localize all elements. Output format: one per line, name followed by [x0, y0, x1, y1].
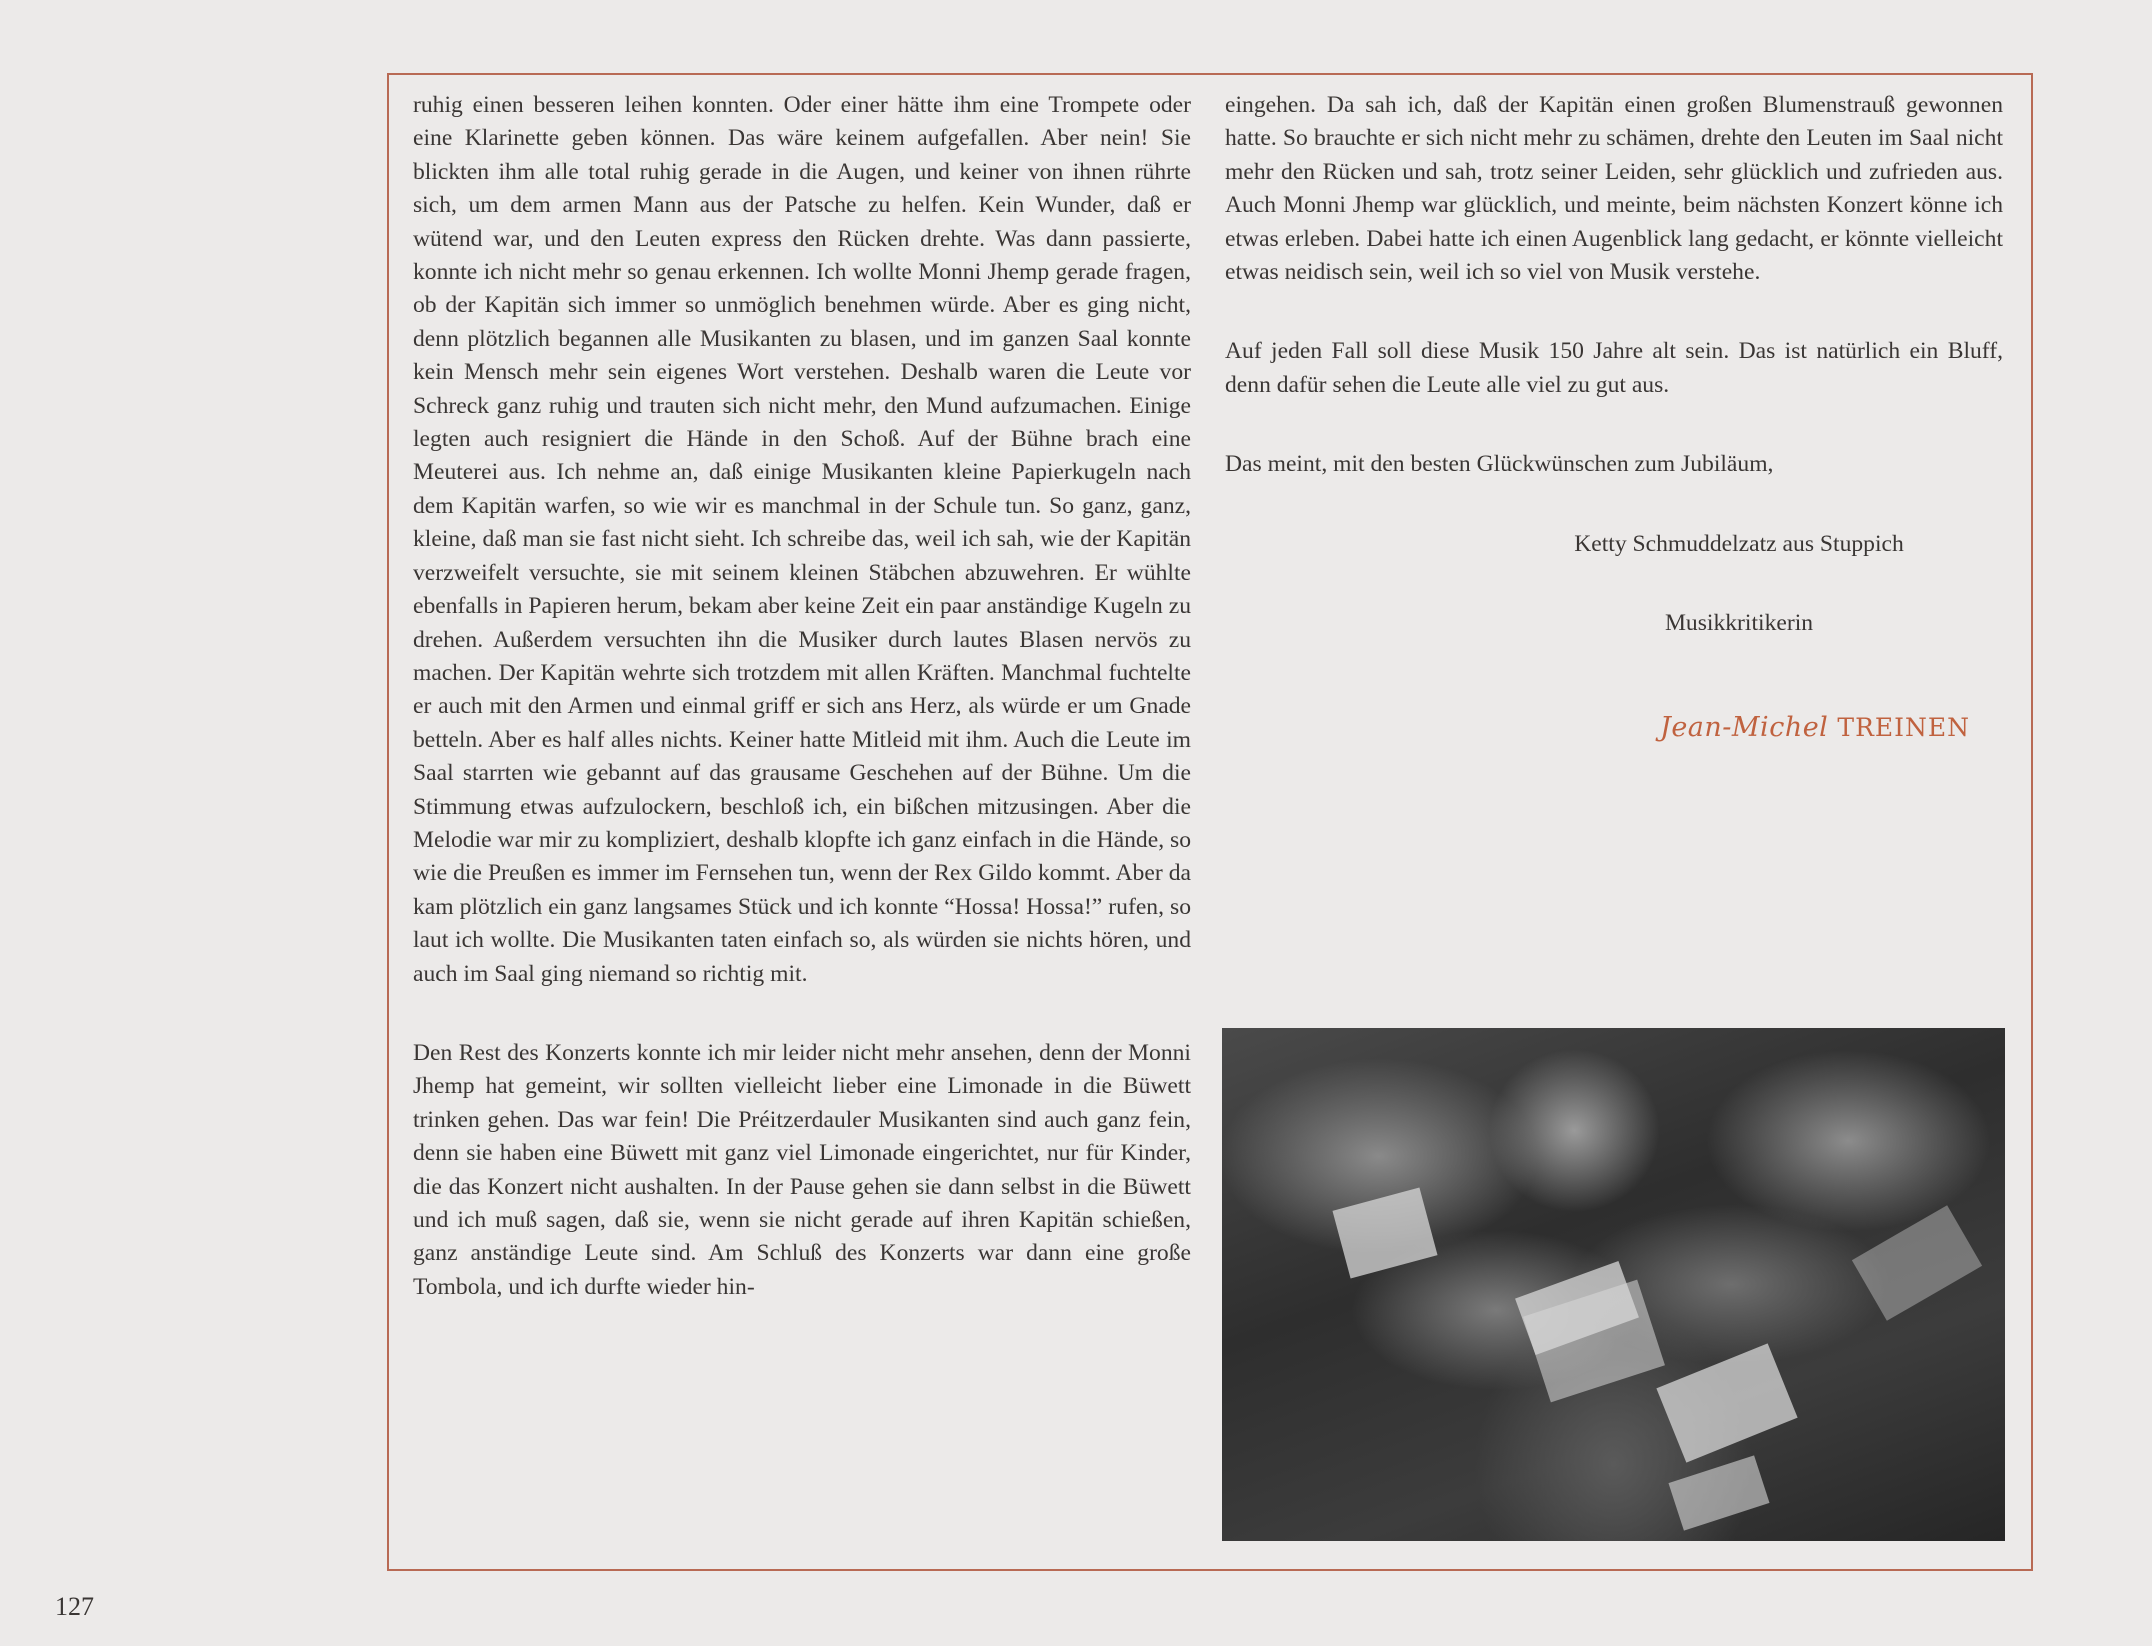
right-paragraph-1: eingehen. Da sah ich, daß der Kapitän einen großen Blumenstrauß gewonnen hatte. So brauchte er sich nicht mehr zu schämen, drehte den Leuten im Saal nicht mehr den Rücken und sah, trotz seiner Leiden, sehr glücklich und zufrieden aus. Auch Monni Jhemp war glücklich, und meinte, beim nächsten Konzert könne ich etwas erleben. Dabei hatte ich einen Augenblick lang gedacht, er könnte vielleicht etwas neidisch sein, weil ich so viel von Musik verstehe.: [1225, 92, 2003, 286]
right-column: [1225, 89, 2003, 640]
right-paragraph-2: Auf jeden Fall soll diese Musik 150 Jahre alt sein. Das ist natürlich ein Bluff, denn dafür sehen die Leute alle viel zu gut aus.: [1225, 338, 2003, 398]
band-photo-icon: [1222, 1028, 2005, 1541]
left-column: [413, 89, 1191, 1304]
page-number: 127: [55, 1592, 94, 1621]
signature-first-name: Jean-Michel: [1660, 712, 1829, 743]
signature: [1660, 712, 1970, 743]
author-role: Musikkritikerin: [1664, 610, 1814, 637]
left-paragraph-1: ruhig einen besseren leihen konnten. Oder einer hätte ihm eine Trompete oder eine Klarinette geben können. Das wäre keinem aufgefallen. Aber nein! Sie blickten ihm alle total ruhig gerade in die Augen, und keiner von ihnen rührte sich, um dem armen Mann aus der Patsche zu helfen. Kein Wunder, daß er wütend war, und den Leuten express den Rücken drehte. Was dann passierte, konnte ich nicht mehr so genau erkennen. Ich wollte Monni Jhemp gerade fragen, ob der Kapitän sich immer so unmöglich benehmen würde. Aber es ging nicht, denn plötzlich begannen alle Musikanten zu blasen, und im ganzen Saal konnte kein Mensch mehr sein eigenes Wort verstehen. Deshalb waren die Leute vor Schreck ganz ruhig und trauten sich nicht mehr, den Mund aufzumachen. Einige legten auch resigniert die Hände in den Schoß. Auf der Bühne brach eine Meuterei aus. Ich nehme an, daß einige Musikanten kleine Papierkugeln nach dem Kapitän warfen, so wie wir es manchmal in der Schule tun. So ganz, ganz, kleine, daß man sie fast nicht sieht. Ich schreibe das, weil ich sah, wie der Kapitän verzweifelt versuchte, sie mit seinem kleinen Stäbchen abzuwehren. Er wühlte ebenfalls in Papieren herum, bekam aber keine Zeit ein paar anständige Kugeln zu drehen. Außerdem versuchten ihn die Musiker durch lautes Blasen nervös zu machen. Der Kapitän wehrte sich trotzdem mit allen Kräften. Manchmal fuchtelte er auch mit den Armen und einmal griff er sich ans Herz, als würde er um Gnade betteln. Aber es half alles nichts. Keiner hatte Mitleid mit ihm. Auch die Leute im Saal starrten wie gebannt auf das grausame Geschehen auf der Bühne. Um die Stimmung etwas aufzulockern, beschloß ich, ein bißchen mitzusingen. Aber die Melodie war mir zu kompliziert, deshalb klopfte ich ganz einfach in die Hände, so wie die Preußen es immer im Fernsehen tun, wenn der Rex Gildo kommt. Aber da kam plötzlich ein ganz langsames Stück und ich konnte “Hossa! Hossa!” rufen, so laut ich wollte. Die Musikanten taten einfach so, als würden sie nichts hören, und auch im Saal ging niemand so richtig mit.: [413, 92, 1191, 987]
left-paragraph-2: Den Rest des Konzerts konnte ich mir leider nicht mehr ansehen, denn der Monni Jhemp hat gemeint, wir sollten vielleicht lieber eine Limonade in die Büwett trinken gehen. Das war fein! Die Préitzerdauler Musikanten sind auch ganz fein, denn sie haben eine Büwett mit ganz viel Limonade eingerichtet, nur für Kinder, die das Konzert nicht aushalten. In der Pause gehen sie dann selbst in die Büwett und ich muß sagen, daß sie, wenn sie nicht gerade auf ihren Kapitän schießen, ganz anständige Leute sind. Am Schluß des Konzerts war dann eine große Tombola, und ich durfte wieder hin-: [413, 1039, 1191, 1300]
author-name: Ketty Schmuddelzatz aus Stuppich: [1574, 530, 1904, 557]
right-paragraph-3: Das meint, mit den besten Glückwünschen zum Jubiläum,: [1225, 451, 1774, 478]
signature-last-name: TREINEN: [1837, 713, 1971, 742]
